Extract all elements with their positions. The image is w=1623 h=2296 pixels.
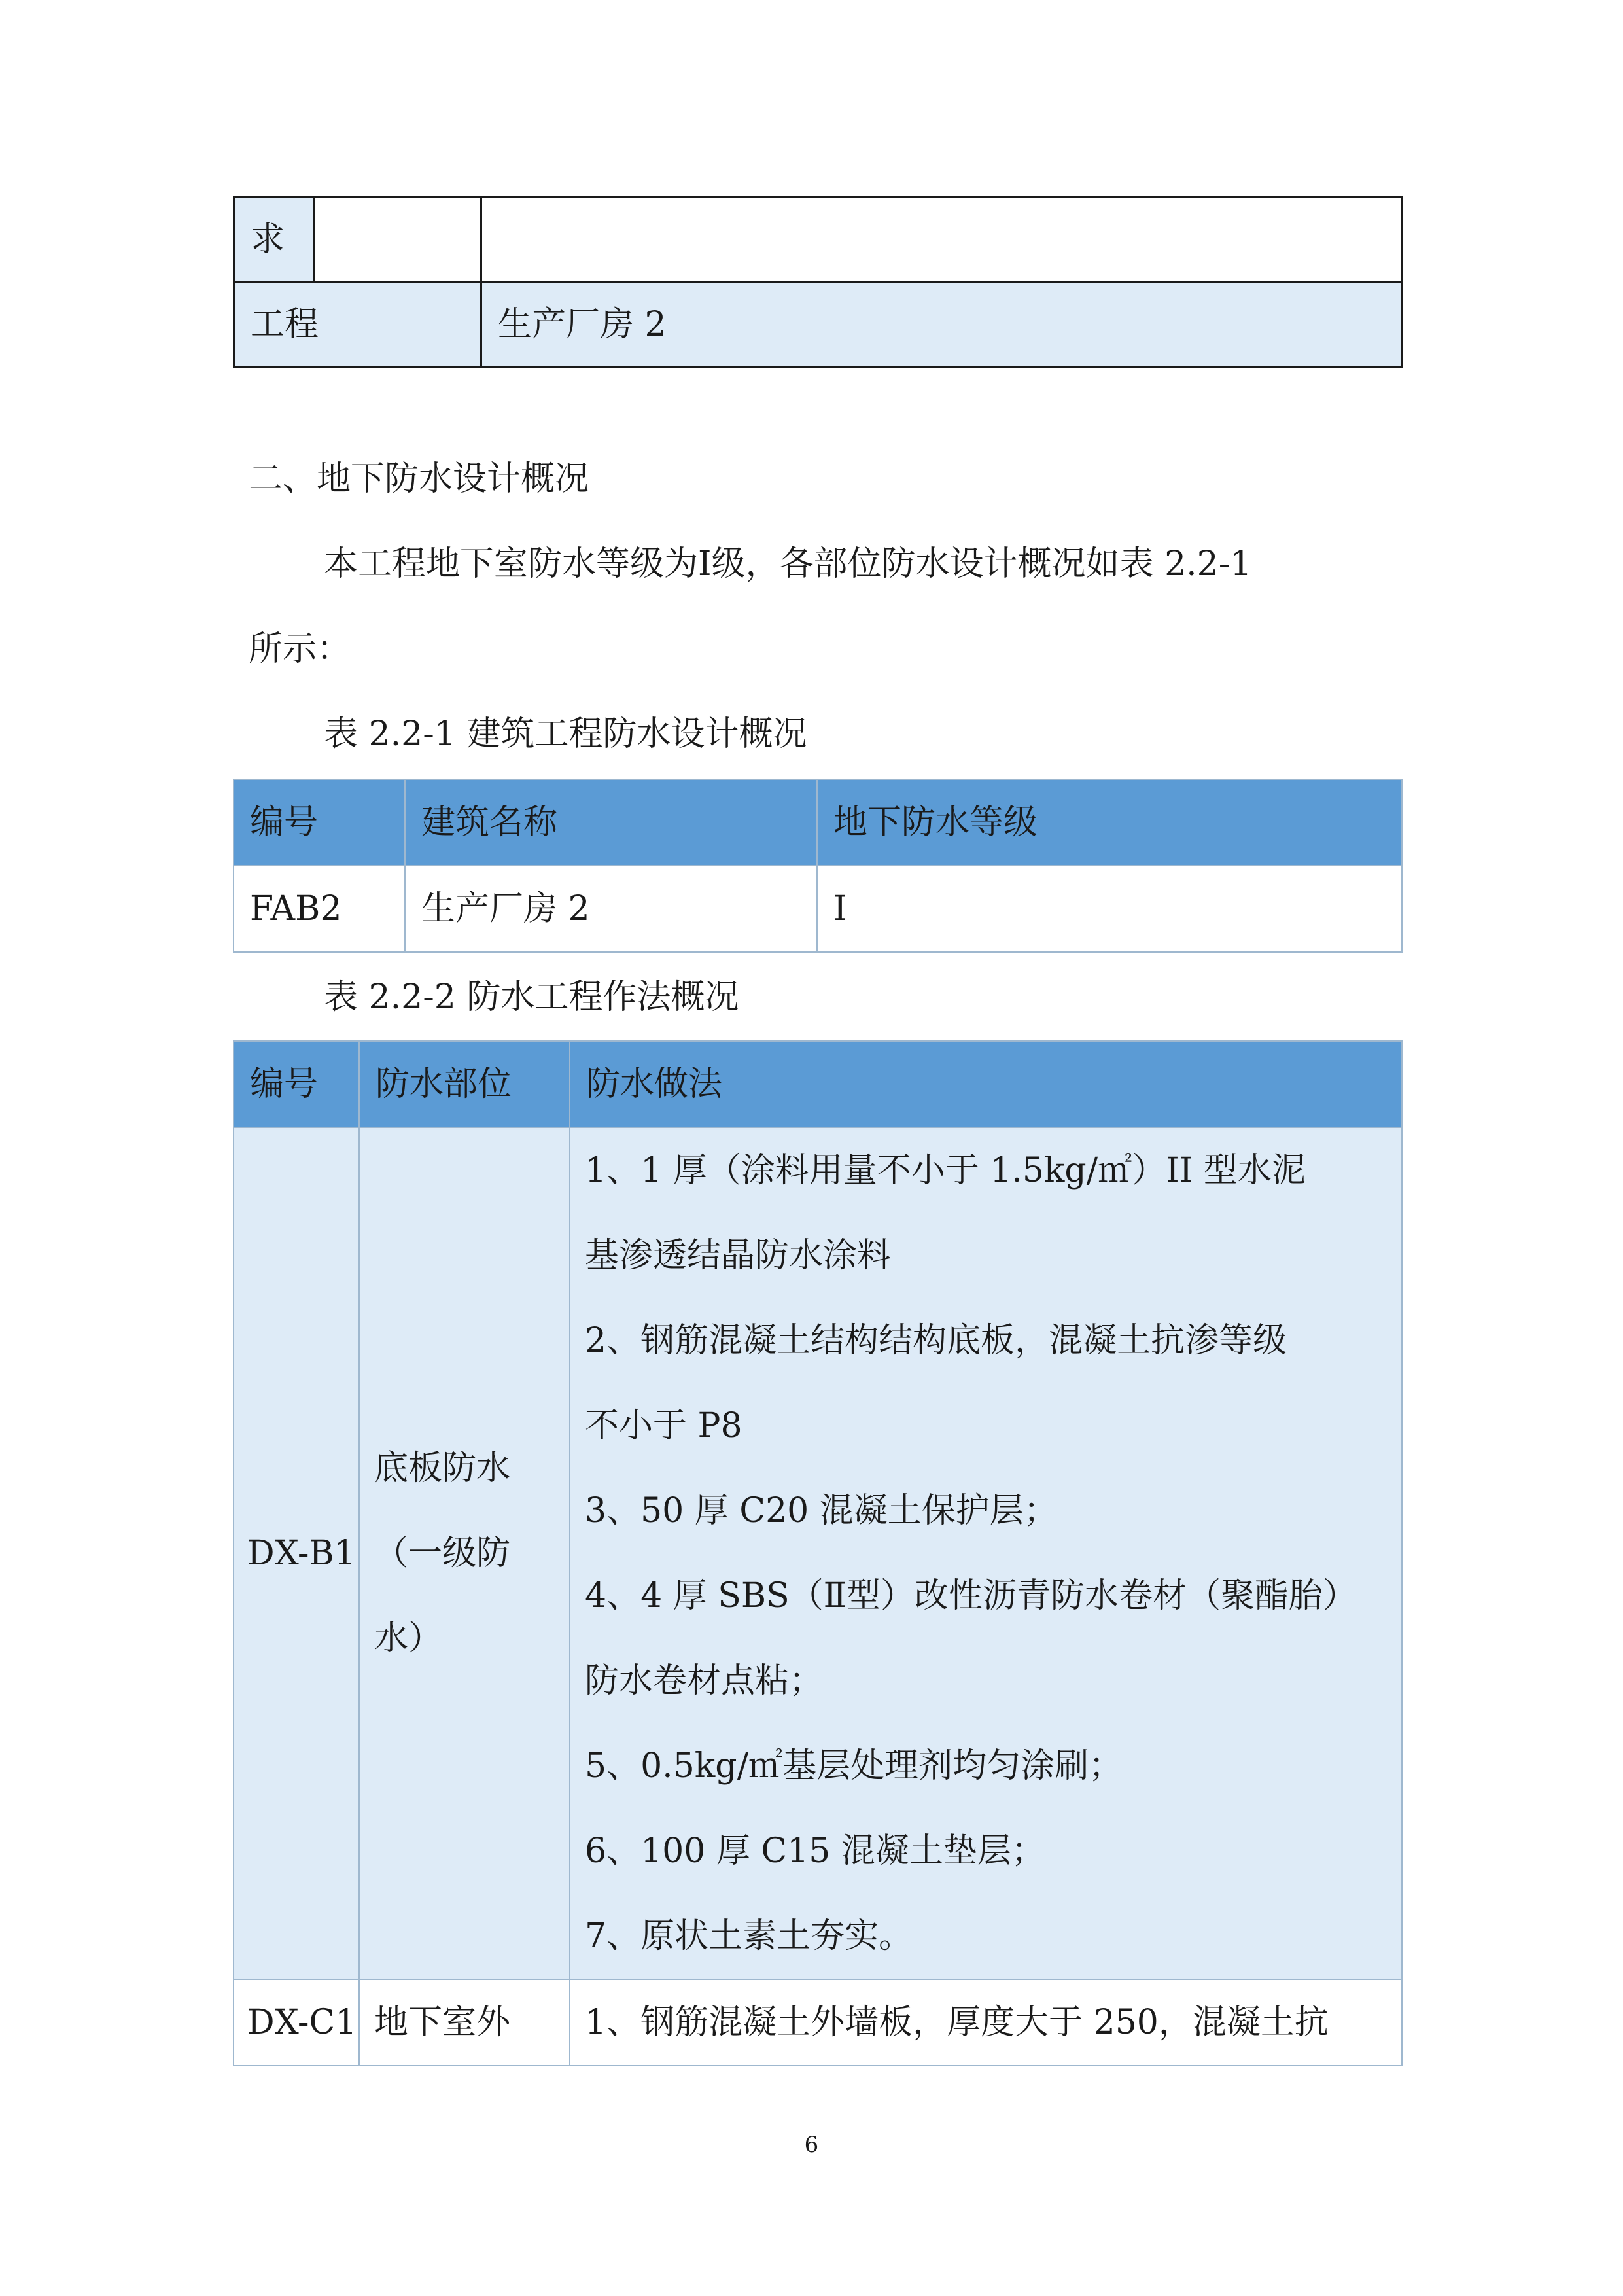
table-header-row	[234, 779, 1402, 866]
design-overview-table	[233, 779, 1403, 953]
table-cell-code: DX-C1	[234, 1979, 359, 2066]
waterproofing-method-table	[233, 1040, 1403, 2066]
table-cell-location: 地下室外	[359, 1979, 570, 2066]
table-row	[234, 1127, 1402, 1979]
table-cell: FAB2	[234, 866, 405, 952]
location-line: （一级防	[374, 1534, 511, 1573]
table-row	[234, 283, 1403, 368]
table-cell	[314, 198, 481, 283]
table-caption: 表 2.2-2 防水工程作法概况	[324, 978, 739, 1017]
method-line: 不小于 P8	[585, 1406, 742, 1445]
table-cell: 生产厂房 2	[405, 866, 817, 952]
table-row	[234, 198, 1403, 283]
table-cell-method	[570, 1127, 1402, 1979]
table-cell-location	[359, 1127, 570, 1979]
table-header-cell: 地下防水等级	[817, 779, 1402, 866]
table-header-cell: 编号	[234, 1041, 359, 1127]
table-cell	[481, 198, 1403, 283]
table-header-cell: 编号	[234, 779, 405, 866]
table-header-row	[234, 1041, 1402, 1127]
section-heading: 二、地下防水设计概况	[249, 459, 589, 499]
continued-table	[233, 196, 1403, 368]
method-line: 基渗透结晶防水涂料	[585, 1236, 892, 1275]
paragraph-line: 所示：	[249, 629, 351, 669]
table-row	[234, 1979, 1402, 2066]
table-cell: I	[817, 866, 1402, 952]
page-number: 6	[804, 2132, 819, 2158]
method-line: 2、钢筋混凝土结构结构底板，混凝土抗渗等级	[585, 1321, 1287, 1360]
table-header-cell: 建筑名称	[405, 779, 817, 866]
paragraph-line: 本工程地下室防水等级为Ⅰ级，各部位防水设计概况如表 2.2-1	[324, 544, 1252, 584]
method-line: 3、50 厚 C20 混凝土保护层；	[585, 1491, 1058, 1530]
table-cell-method: 1、钢筋混凝土外墙板，厚度大于 250，混凝土抗	[570, 1979, 1402, 2066]
method-line: 7、原状土素土夯实。	[585, 1916, 913, 1956]
table-cell-label: 工程	[234, 283, 481, 368]
method-line: 5、0.5kg/㎡基层处理剂均匀涂刷；	[585, 1746, 1123, 1786]
table-header-cell: 防水部位	[359, 1041, 570, 1127]
method-line: 4、4 厚 SBS（Ⅱ型）改性沥青防水卷材（聚酯胎）	[585, 1576, 1357, 1616]
table-row	[234, 866, 1402, 952]
method-line: 6、100 厚 C15 混凝土垫层；	[585, 1831, 1045, 1871]
method-line: 1、1 厚（涂料用量不小于 1.5kg/㎡）II 型水泥	[585, 1151, 1306, 1190]
table-cell-code: DX-B1	[234, 1127, 359, 1979]
table-cell: 求	[234, 198, 314, 283]
table-caption: 表 2.2-1 建筑工程防水设计概况	[324, 715, 807, 754]
table-cell-value: 生产厂房 2	[481, 283, 1403, 368]
table-header-cell: 防水做法	[570, 1041, 1402, 1127]
location-line: 水）	[374, 1619, 443, 1658]
method-line: 防水卷材点粘；	[585, 1661, 824, 1701]
location-line: 底板防水	[374, 1449, 511, 1488]
